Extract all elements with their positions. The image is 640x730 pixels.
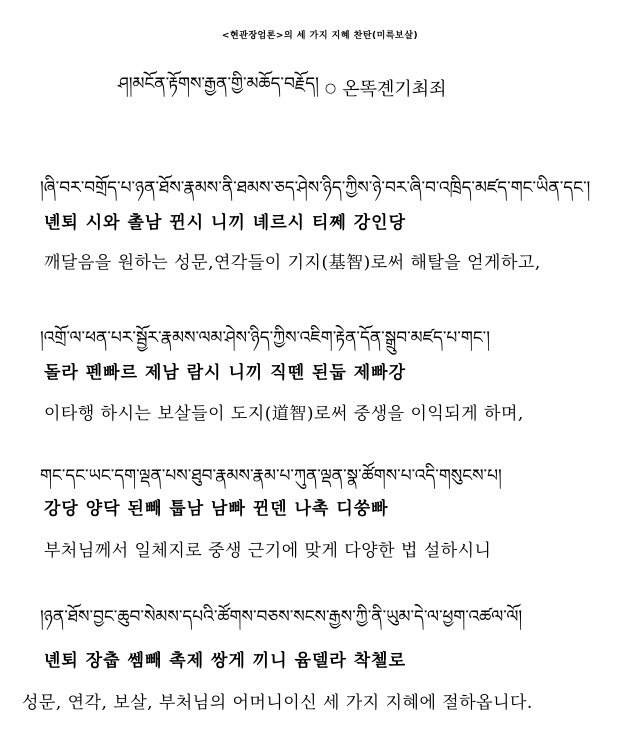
verse-3-translation: 부처님께서 일체지로 중생 근기에 맞게 다양한 법 설하시니 [44,541,492,561]
verse-1-translation: 깨달음을 원하는 성문,연각들이 기지(基智)로써 해탈을 얻게하고, [44,253,541,273]
verse-4-tibetan: །ཉན་ཐོས་བྱང་ཆུབ་སེམས་དཔའི་ཚོགས་བཅས་སངས་རྒྱས་ཀྱི་ནི་ཡུམ་དེ་ལ་ཕྱག་འཚལ་ལོ། [40,607,523,627]
verse-2-tibetan: །འགྲོ་ལ་ཕན་པར་སྦྱོར་རྣམས་ལམ་ཤེས་ཉིད་ཀྱིས་འཇིག་རྟེན་དོན་སྒྲུབ་མཛད་པ་གང་། [40,328,490,348]
subtitle [118,64,447,112]
circle-bullet-icon: ○ [324,80,337,96]
subtitle-korean: 온똑곈기최죄 [342,79,447,100]
subtitle-tibetan: ཤ།མངོན་རྟོགས་རྒྱན་གྱི་མཆོད་བརྗོད། [118,74,319,94]
verse-1-tibetan: །ཞི་བར་བགྲོད་པ་ཉན་ཐོས་རྣམས་ནི་ཐམས་ཅད་ཤེས་ཉིད་ཀྱིས་ཉེ་བར་ཞི་བ་འཁྲིད་མཛད་གང་ཡིན་དང་། [40,178,591,198]
verse-3-pronunciation: 강당 양닥 된빼 툽남 남빠 뀐덴 나촉 디쑹빠 [44,499,389,519]
verse-4-translation: 성문, 연각, 보살, 부처님의 어머니이신 세 가지 지혜에 절하옵니다. [22,693,533,713]
verse-1-pronunciation: 녠퇴 시와 촐남 뀐시 니끼 녜르시 티쩨 강인당 [44,213,407,233]
verse-2-translation: 이타행 하시는 보살들이 도지(道智)로써 중생을 이익되게 하며, [44,404,524,424]
verse-4-pronunciation: 녠퇴 장춥 쎔빼 촉제 쌍게 끼니 윰델라 착첼로 [44,651,407,671]
verse-2-pronunciation: 돌라 펜빠르 제남 람시 니끼 직뗀 된둡 제빠강 [44,363,407,383]
verse-3-tibetan: གང་དང་ཡང་དག་ལྡན་པས་ཐུབ་རྣམས་རྣམ་པ་ཀུན་ལྡན་སྣ་ཚོགས་པ་འདི་གསུངས་པ། [40,466,502,486]
page-title: <현관장엄론>의 세 가지 지혜 찬탄(미륵보살) [221,31,419,41]
